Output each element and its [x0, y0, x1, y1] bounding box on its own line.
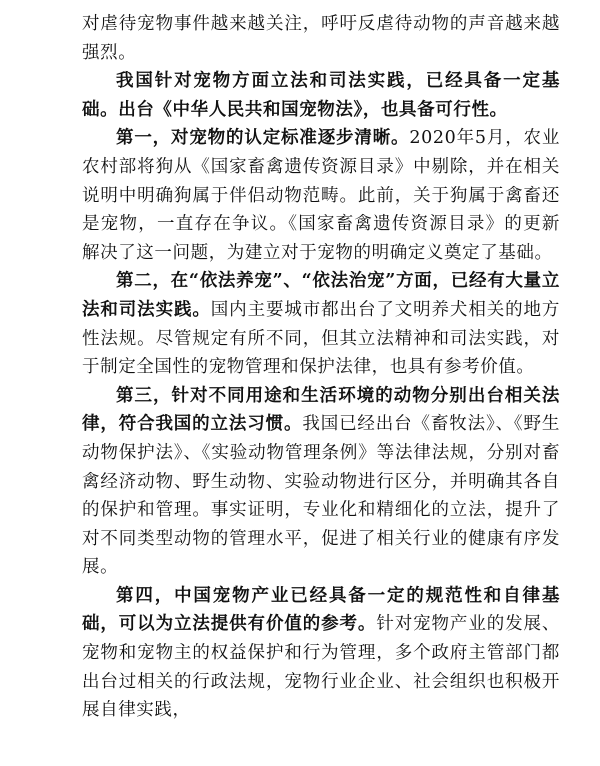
paragraph-point-4 [82, 582, 560, 725]
paragraph-point-3 [82, 382, 560, 582]
paragraph-lead: 第一，对宠物的认定标准逐步清晰。 [116, 128, 410, 149]
paragraph-lead: 第三，针对不同用途和生活环境的动物分别出台相关法律，符合我国的立法习惯。 [82, 385, 560, 435]
paragraph-point-1 [82, 124, 560, 267]
paragraph-body: 对虐待宠物事件越来越关注，呼吁反虐待动物的声音越来越强烈。 [82, 14, 560, 63]
paragraph-summary [82, 67, 560, 124]
paragraph-body: 2020年5月，农业农村部将狗从《国家畜禽遗传资源目录》中剔除，并在相关说明中明确狗属于伴侣动物范畴。此前，关于狗属于禽畜还是宠物，一直存在争议。《国家畜禽遗传资源目录》的更新解决了这一问题，为建立对于宠物的明确定义奠定了基础。 [82, 128, 560, 263]
paragraph-point-2 [82, 267, 560, 381]
paragraph-lead: 我国针对宠物方面立法和司法实践，已经具备一定基础。出台《中华人民共和国宠物法》，也具备可行性。 [82, 71, 560, 120]
paragraph-body: 我国已经出台《畜牧法》、《野生动物保护法》、《实验动物管理条例》等法律法规，分别对畜禽经济动物、野生动物、实验动物进行区分，并明确其各自的保护和管理。事实证明，专业化和精细化的立法，提升了对不同类型动物的管理水平，促进了相关行业的健康有序发展。 [82, 414, 561, 578]
paragraph-continuation [82, 10, 560, 67]
paragraph-lead: 第二，在“依法养宠”、“依法治宠”方面，已经有大量立法和司法实践。 [82, 271, 560, 320]
paragraph-lead: 第四，中国宠物产业已经具备一定的规范性和自律基础，可以为立法提供有价值的参考。 [82, 585, 560, 635]
paragraph-body: 针对宠物产业的发展、宠物和宠物主的权益保护和行为管理，多个政府主管部门都出台过相关的行政法规，宠物行业企业、社会组织也积极开展自律实践， [82, 614, 561, 721]
paragraph-body: 国内主要城市都出台了文明养犬相关的地方性法规。尽管规定有所不同，但其立法精神和司法实践，对于制定全国性的宠物管理和保护法律，也具有参考价值。 [82, 299, 561, 378]
